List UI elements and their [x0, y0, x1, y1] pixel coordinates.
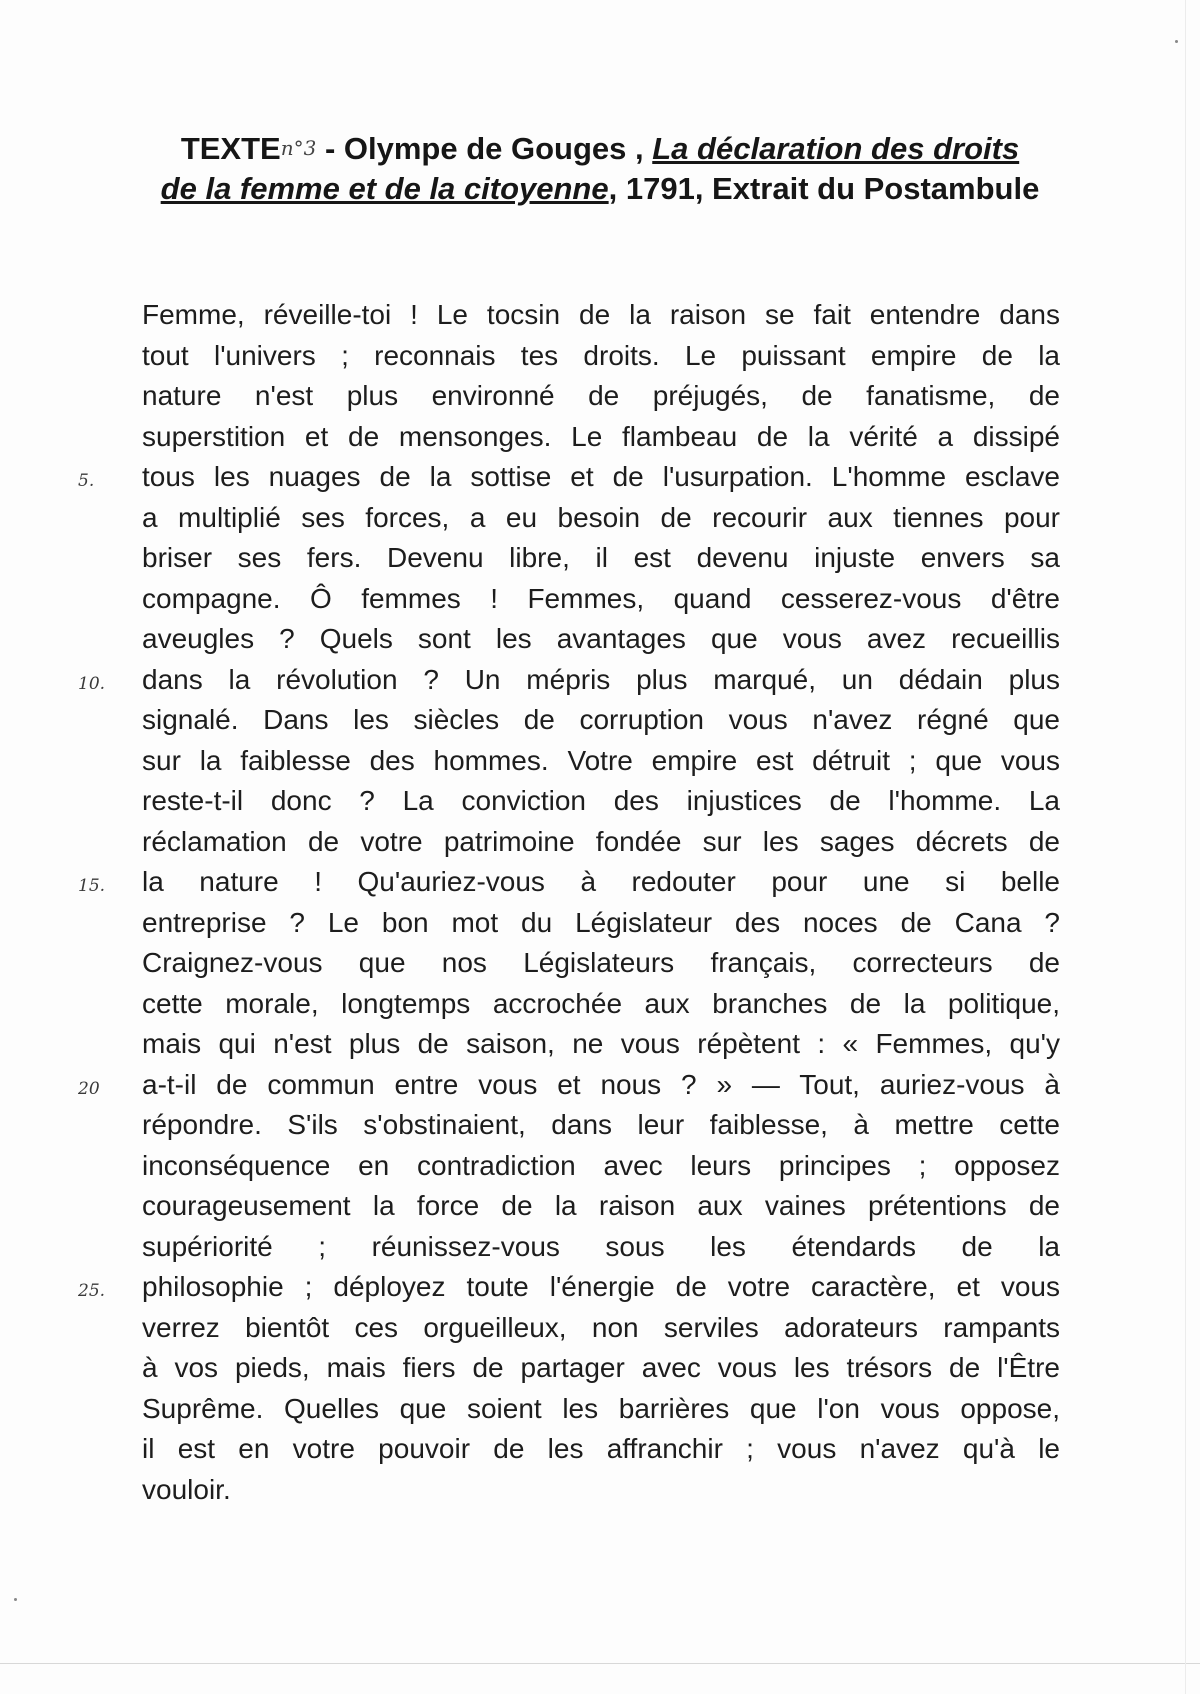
text-line: Craignez-vous que nos Législateurs français, correcteurs de: [142, 947, 1060, 978]
text-line: cette morale, longtemps accrochée aux branches de la politique,: [142, 987, 1060, 1019]
scan-edge-line: [0, 1663, 1200, 1664]
text-line: inconséquence en contradiction avec leurs principes ; opposez: [142, 1149, 1060, 1181]
text-line: la nature ! Qu'auriez-vous à redouter pour une si belle: [142, 866, 1060, 897]
text-line: nature n'est plus environné de préjugés, de fanatisme, de: [142, 380, 1060, 411]
line-number: 5.: [78, 471, 95, 491]
text-line: verrez bientôt ces orgueilleux, non serviles adorateurs rampants: [142, 1311, 1060, 1343]
line-number: 20: [78, 1078, 100, 1099]
title-work-part-2: de la femme et de la citoyenne: [160, 171, 609, 206]
title-line-2: [140, 169, 1060, 209]
title-work-part-1: La déclaration des droits: [652, 131, 1020, 166]
text-line: briser ses fers. Devenu libre, il est devenu injuste envers sa: [142, 542, 1060, 573]
scan-edge-line: [1185, 0, 1186, 1694]
scan-speck: [1175, 40, 1178, 43]
text-line: a multiplié ses forces, a eu besoin de recourir aux tiennes pour: [142, 501, 1060, 533]
scan-speck: [14, 1598, 17, 1601]
text-line: philosophie ; déployez toute l'énergie de votre caractère, et vous: [142, 1271, 1060, 1302]
document-title: [140, 128, 1060, 209]
text-line: entreprise ? Le bon mot du Législateur des noces de Cana ?: [142, 906, 1060, 938]
text-line: courageusement la force de la raison aux vaines prétentions de: [142, 1190, 1060, 1221]
text-line: réclamation de votre patrimoine fondée sur les sages décrets de: [142, 825, 1060, 857]
text-line: superstition et de mensonges. Le flambeau de la vérité a dissipé: [142, 420, 1060, 452]
handwritten-text-number: n°3: [280, 136, 317, 160]
title-separator: -: [316, 131, 344, 166]
text-line: tout l'univers ; reconnais tes droits. Le puissant empire de la: [142, 339, 1060, 371]
title-date-source: , 1791, Extrait du Postambule: [608, 171, 1040, 206]
text-line: sur la faiblesse des hommes. Votre empire est détruit ; que vous: [142, 744, 1060, 776]
text-line: compagne. Ô femmes ! Femmes, quand cesserez-vous d'être: [142, 582, 1060, 614]
body-text: [142, 295, 1060, 1510]
text-line: à vos pieds, mais fiers de partager avec vous les trésors de l'Être: [142, 1352, 1060, 1383]
text-line: tous les nuages de la sottise et de l'usurpation. L'homme esclave: [142, 461, 1060, 492]
text-line: répondre. S'ils s'obstinaient, dans leur faiblesse, à mettre cette: [142, 1109, 1060, 1140]
line-number: 15.: [78, 876, 106, 896]
text-line: dans la révolution ? Un mépris plus marqué, un dédain plus: [142, 663, 1060, 695]
title-label: TEXTE: [180, 131, 281, 166]
text-line: reste-t-il donc ? La conviction des injustices de l'homme. La: [142, 785, 1060, 816]
text-line: supériorité ; réunissez-vous sous les étendards de la: [142, 1230, 1060, 1262]
text-line: signalé. Dans les siècles de corruption vous n'avez régné que: [142, 704, 1060, 735]
text-line: a-t-il de commun entre vous et nous ? » — Tout, auriez-vous à: [142, 1068, 1060, 1100]
title-line-1: [140, 128, 1060, 169]
title-author: Olympe de Gouges ,: [343, 131, 653, 166]
text-line: mais qui n'est plus de saison, ne vous répètent : « Femmes, qu'y: [142, 1028, 1060, 1059]
text-line: il est en votre pouvoir de les affranchir ; vous n'avez qu'à le: [142, 1433, 1060, 1464]
text-line: aveugles ? Quels sont les avantages que vous avez recueillis: [142, 623, 1060, 654]
line-number: 25.: [78, 1281, 106, 1301]
line-number: 10.: [78, 673, 106, 694]
text-line: Femme, réveille-toi ! Le tocsin de la raison se fait entendre dans: [142, 299, 1060, 330]
text-line: Suprême. Quelles que soient les barrières que l'on vous oppose,: [142, 1392, 1060, 1424]
text-line: vouloir.: [142, 1473, 231, 1505]
